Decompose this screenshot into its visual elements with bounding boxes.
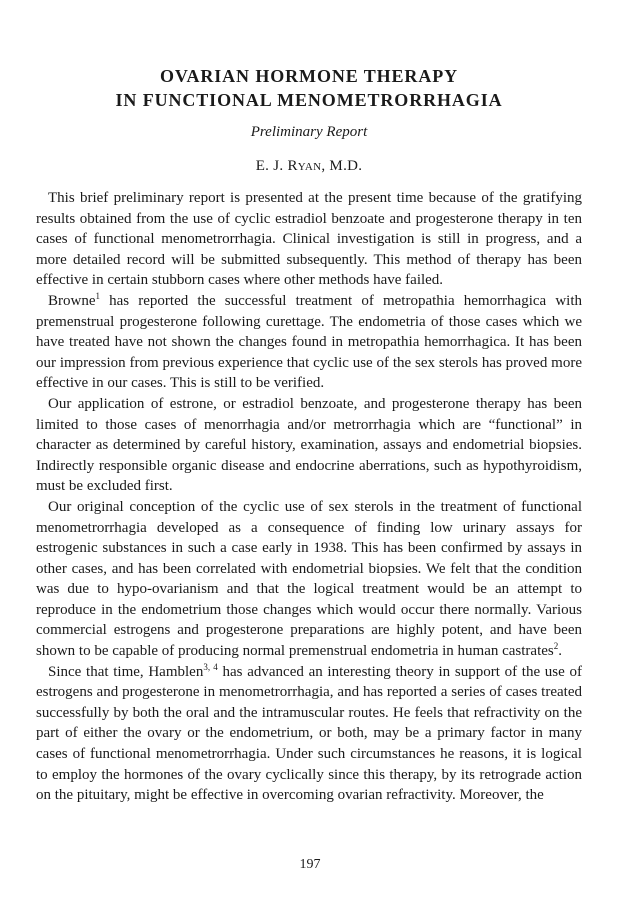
paragraph-2 xyxy=(36,291,582,394)
paragraph-3: Our application of estrone, or estradiol benzoate, and progesterone therapy has been limited to those cases of menorrhagia and/or metrorrhagia which are “functional” in character as determined by careful history, examination, assays and endometrial biopsies. Indirectly responsible organic disease and endocrine aberrations, such as hypothyroidism, must be excluded first. xyxy=(36,395,582,495)
paragraph-4-text-a: Our original conception of the cyclic use of sex sterols in the treatment of functional menometrorrhagia developed as a consequence of finding low urinary assays for estrogenic substances in such a case early in 1938. This has been confirmed by assays in other cases, and has been correlated with endometrial biopsies. We felt that the condition was due to hypo-ovarianism and that the logical treatment would be an attempt to reproduce in the endometrium those changes which would occur there normally. Various commercial estrogens and progesterone preparations are highly potent, and have been shown to be capable of producing normal premenstrual endometria in human castrates xyxy=(36,498,582,660)
page-number: 197 xyxy=(299,857,321,872)
article-body xyxy=(36,188,582,806)
paragraph-2-text-a: Browne xyxy=(48,292,96,309)
footnote-ref-1: 1 xyxy=(95,290,100,301)
author-line xyxy=(36,156,582,176)
paragraph-2-text-b: has reported the successful treatment of metropathia hemorrhagica with premenstrual progesterone following curettage. The endometria of those cases which we have treated have not shown the changes found in metropathia hemorrhagica. It has been our impression from previous experience that cyclic use of the sex sterols has proved more effective in our cases. This is still to be verified. xyxy=(36,292,582,392)
article-title xyxy=(36,64,582,112)
footnote-ref-3-4: 3, 4 xyxy=(203,661,218,672)
paragraph-5-text-b: has advanced an interesting theory in support of the use of estrogens and progesterone in menometrorrhagia, and has reported a series of cases treated successfully by both the oral and the intramuscular routes. He feels that refractivity on the part of either the ovary or the endometrium, or both, may be a primary factor in many cases of functional menometrorrhagia. Under such circumstances he reasons, it is logical to employ the hormones of the ovary cyclically since this therapy, by its retrograde action on the pituitary, might be effective in overcoming ovarian refractivity. Moreover, the xyxy=(36,663,583,804)
author-degree: , M.D. xyxy=(321,158,363,174)
footnote-ref-2: 2 xyxy=(553,641,559,652)
article-subtitle: Preliminary Report xyxy=(250,124,368,140)
paragraph-4 xyxy=(36,497,582,662)
author-initials: E. J. xyxy=(255,158,284,174)
paragraph-1: This brief preliminary report is presented at the present time because of the gratifying results obtained from the use of cyclic estradiol benzoate and progesterone therapy in ten cases of functional menometrorrhagia. Clinical investigation is still in progress, and a more detailed record will be submitted subsequently. This method of therapy has been effective in certain stubborn cases where other methods have failed. xyxy=(36,190,582,289)
author-surname: Ryan xyxy=(287,158,322,174)
paragraph-4-text-b: . xyxy=(558,643,562,660)
paragraph-5-text-a: Since that time, Hamblen xyxy=(48,663,204,680)
title-line-2: IN FUNCTIONAL MENOMETRORRHAGIA xyxy=(115,90,503,110)
title-line-1: OVARIAN HORMONE THERAPY xyxy=(159,66,459,86)
paragraph-5 xyxy=(36,662,582,806)
